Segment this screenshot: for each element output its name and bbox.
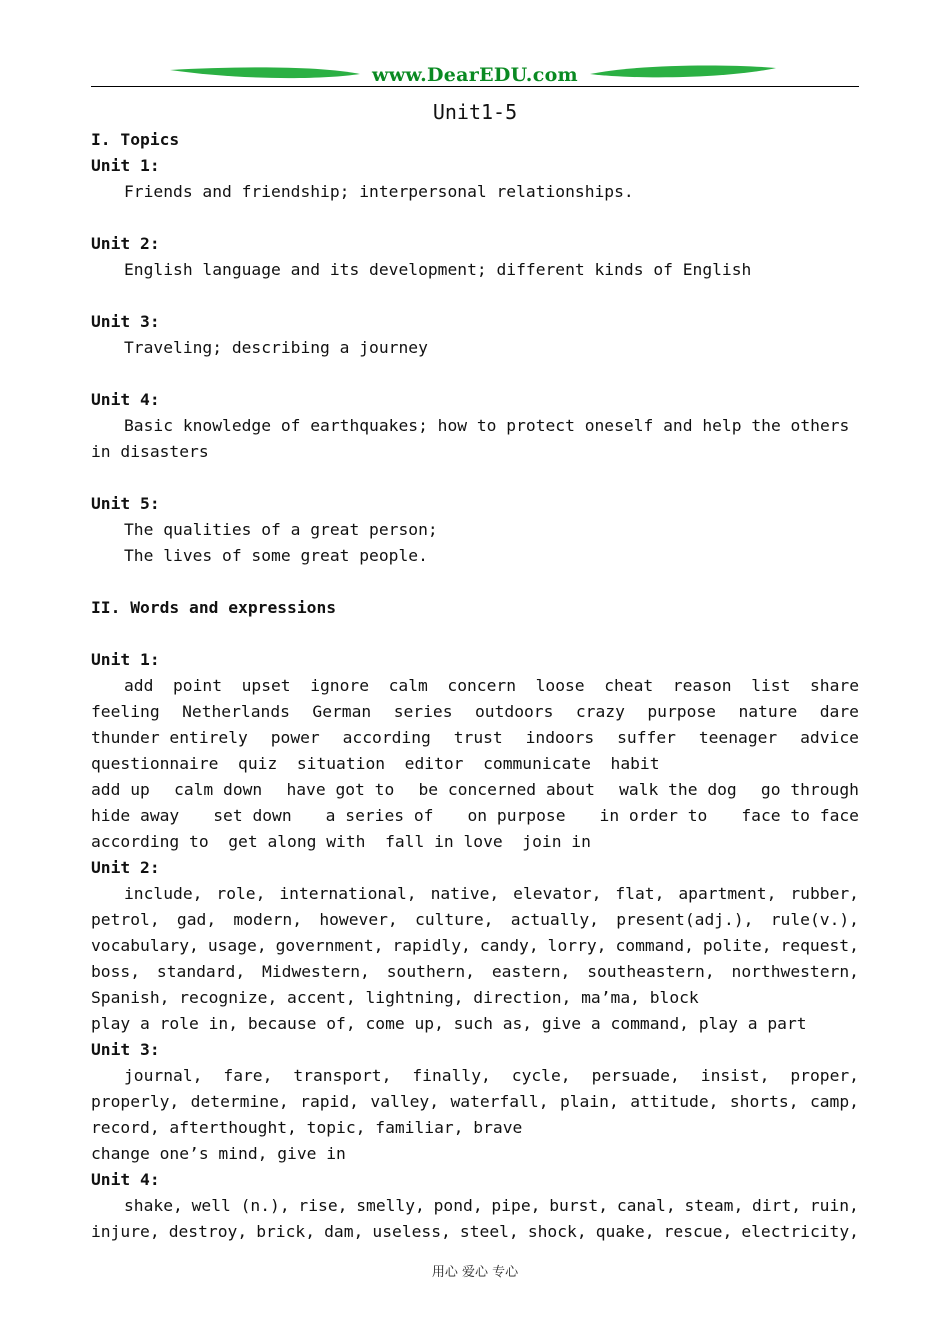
logo-text: www.DearEDU.com (372, 64, 578, 86)
vocab-word: southeastern, (587, 962, 715, 981)
vocab-word: fare, (223, 1066, 273, 1085)
unit-label: Unit 2: (91, 858, 160, 877)
unit-label: Unit 1: (91, 650, 160, 669)
vocab-word: set down (213, 806, 292, 825)
vocab-word: injure, (91, 1222, 160, 1241)
vocab-word: pipe, (491, 1196, 541, 1215)
vocab-word: go through (760, 780, 859, 799)
vocab-word: quake, (595, 1222, 655, 1241)
section-heading: I. Topics (91, 130, 180, 149)
vocab-word: transport, (293, 1066, 392, 1085)
unit-label: Unit 5: (91, 494, 160, 513)
vocab-word: brick, (256, 1222, 316, 1241)
vocab-word: destroy, (168, 1222, 248, 1241)
vocab-word: elevator, (513, 884, 602, 903)
unit-label: Unit 1: (91, 156, 160, 175)
vocab-word: indoors (525, 728, 595, 747)
topic-line: The qualities of a great person; (124, 520, 438, 539)
vocab-word: dam, (324, 1222, 364, 1241)
word-line: Spanish, recognize, accent, lightning, direction, ma’ma, block (91, 988, 699, 1007)
word-line (91, 907, 859, 933)
vocab-word: calm (388, 676, 428, 695)
vocab-word: German (312, 702, 372, 721)
vocab-word: apartment, (678, 884, 777, 903)
vocab-word: series (393, 702, 453, 721)
vocab-word: dare (819, 702, 859, 721)
vocab-word: be concerned about (418, 780, 595, 799)
vocab-word: waterfall, (450, 1092, 549, 1111)
vocab-word: polite, (702, 936, 772, 955)
vocab-word: journal, (124, 1066, 203, 1085)
vocab-word: command, (615, 936, 694, 955)
word-line (91, 1063, 859, 1089)
vocab-word: shock, (527, 1222, 587, 1241)
vocab-word: feeling (91, 702, 160, 721)
vocab-word: loose (535, 676, 585, 695)
unit-label: Unit 3: (91, 1040, 160, 1059)
vocab-word: add up (91, 780, 150, 799)
vocab-word: gad, (176, 910, 217, 929)
vocab-word: pond, (433, 1196, 483, 1215)
header-rule (91, 86, 859, 87)
vocab-word: boss, (91, 962, 141, 981)
vocab-word: culture, (415, 910, 494, 929)
vocab-word: outdoors (474, 702, 554, 721)
vocab-word: steam, (684, 1196, 744, 1215)
vocab-word: proper, (790, 1066, 859, 1085)
vocab-word: according (342, 728, 431, 747)
vocab-word: southern, (386, 962, 475, 981)
vocab-word: lorry, (547, 936, 607, 955)
document-body (91, 127, 859, 1245)
phrase-line: play a role in, because of, come up, such as, give a command, play a part (91, 1014, 807, 1033)
vocab-word: international, (279, 884, 417, 903)
vocab-word: rapid, (300, 1092, 359, 1111)
vocab-word: in order to (599, 806, 708, 825)
vocab-word: camp, (809, 1092, 859, 1111)
vocab-word: hide away (91, 806, 180, 825)
vocab-word: share (809, 676, 859, 695)
vocab-word: rubber, (790, 884, 859, 903)
topic-line: English language and its development; different kinds of English (124, 260, 752, 279)
vocab-word: cycle, (511, 1066, 571, 1085)
vocab-word: native, (430, 884, 500, 903)
unit-label: Unit 4: (91, 1170, 160, 1189)
vocab-word: electricity, (741, 1222, 859, 1241)
word-line (91, 1219, 859, 1245)
vocab-word: cheat (604, 676, 654, 695)
phrase-line (91, 803, 859, 829)
vocab-word: canal, (616, 1196, 676, 1215)
vocab-word: rule(v.), (770, 910, 859, 929)
unit-label: Unit 3: (91, 312, 160, 331)
vocab-word: well (n.), (191, 1196, 290, 1215)
phrase-line: according to get along with fall in love join in (91, 832, 591, 851)
vocab-word: suffer (617, 728, 676, 747)
vocab-word: usage, (207, 936, 267, 955)
vocab-word: nature (738, 702, 798, 721)
vocab-word: power (270, 728, 320, 747)
vocab-word: concern (447, 676, 517, 695)
word-line (91, 699, 859, 725)
vocab-word: valley, (370, 1092, 440, 1111)
vocab-word: walk the dog (619, 780, 737, 799)
vocab-word: upset (241, 676, 291, 695)
vocab-word: reason (672, 676, 732, 695)
vocab-word: persuade, (591, 1066, 680, 1085)
vocab-word: crazy (575, 702, 625, 721)
topic-line: in disasters (91, 442, 209, 461)
topic-line: Basic knowledge of earthquakes; how to protect oneself and help the others (124, 416, 850, 435)
vocab-word: request, (780, 936, 859, 955)
vocab-word: thunder entirely (91, 728, 248, 747)
word-line (91, 881, 859, 907)
vocab-word: ruin, (809, 1196, 859, 1215)
vocab-word: actually, (510, 910, 599, 929)
vocab-word: shorts, (729, 1092, 799, 1111)
vocab-word: properly, (91, 1092, 180, 1111)
vocab-word: rise, (298, 1196, 348, 1215)
vocab-word: face to face (741, 806, 859, 825)
phrase-line (91, 777, 859, 803)
vocab-word: role, (216, 884, 266, 903)
vocab-word: Netherlands (182, 702, 290, 721)
vocab-word: rapidly, (392, 936, 471, 955)
vocab-word: government, (275, 936, 384, 955)
vocab-word: petrol, (91, 910, 160, 929)
vocab-word: rescue, (663, 1222, 733, 1241)
vocab-word: have got to (286, 780, 395, 799)
word-line: record, afterthought, topic, familiar, brave (91, 1118, 523, 1137)
vocab-word: calm down (174, 780, 263, 799)
vocab-word: flat, (615, 884, 665, 903)
vocab-word: shake, (124, 1196, 183, 1215)
vocab-word: eastern, (491, 962, 571, 981)
vocab-word: insist, (700, 1066, 770, 1085)
topic-line: Friends and friendship; interpersonal relationships. (124, 182, 634, 201)
page-title: Unit1-5 (432, 100, 518, 124)
word-line (91, 1193, 859, 1219)
topic-line: The lives of some great people. (124, 546, 428, 565)
vocab-word: candy, (479, 936, 539, 955)
unit-label: Unit 2: (91, 234, 160, 253)
unit-label: Unit 4: (91, 390, 160, 409)
vocab-word: on purpose (467, 806, 566, 825)
vocab-word: determine, (190, 1092, 289, 1111)
vocab-word: include, (124, 884, 203, 903)
page-footer: 用心 爱心 专心 (431, 1265, 519, 1280)
phrase-line: change one’s mind, give in (91, 1144, 346, 1163)
word-line (91, 725, 859, 751)
word-line (91, 933, 859, 959)
vocab-word: list (751, 676, 791, 695)
vocab-word: trust (453, 728, 503, 747)
vocab-word: steel, (459, 1222, 519, 1241)
word-line: questionnaire quiz situation editor communicate habit (91, 754, 660, 773)
word-line (91, 959, 859, 985)
vocab-word: teenager (698, 728, 778, 747)
vocab-word: attitude, (630, 1092, 719, 1111)
vocab-word: a series of (325, 806, 434, 825)
vocab-word: however, (319, 910, 398, 929)
topic-line: Traveling; describing a journey (124, 338, 428, 357)
vocab-word: northwestern, (731, 962, 859, 981)
vocab-word: finally, (412, 1066, 491, 1085)
vocab-word: smelly, (356, 1196, 425, 1215)
vocab-word: useless, (372, 1222, 451, 1241)
word-line (91, 1089, 859, 1115)
vocab-word: burst, (549, 1196, 609, 1215)
vocab-word: standard, (156, 962, 246, 981)
vocab-word: dirt, (752, 1196, 802, 1215)
word-line (91, 673, 859, 699)
vocab-word: purpose (647, 702, 716, 721)
vocab-word: present(adj.), (616, 910, 754, 929)
vocab-word: point (173, 676, 223, 695)
vocab-word: ignore (310, 676, 370, 695)
vocab-word: add (124, 676, 154, 695)
vocab-word: advice (800, 728, 859, 747)
section-heading: II. Words and expressions (91, 598, 337, 617)
vocab-word: Midwestern, (262, 962, 370, 981)
vocab-word: plain, (559, 1092, 619, 1111)
vocab-word: vocabulary, (91, 936, 199, 955)
vocab-word: modern, (233, 910, 303, 929)
